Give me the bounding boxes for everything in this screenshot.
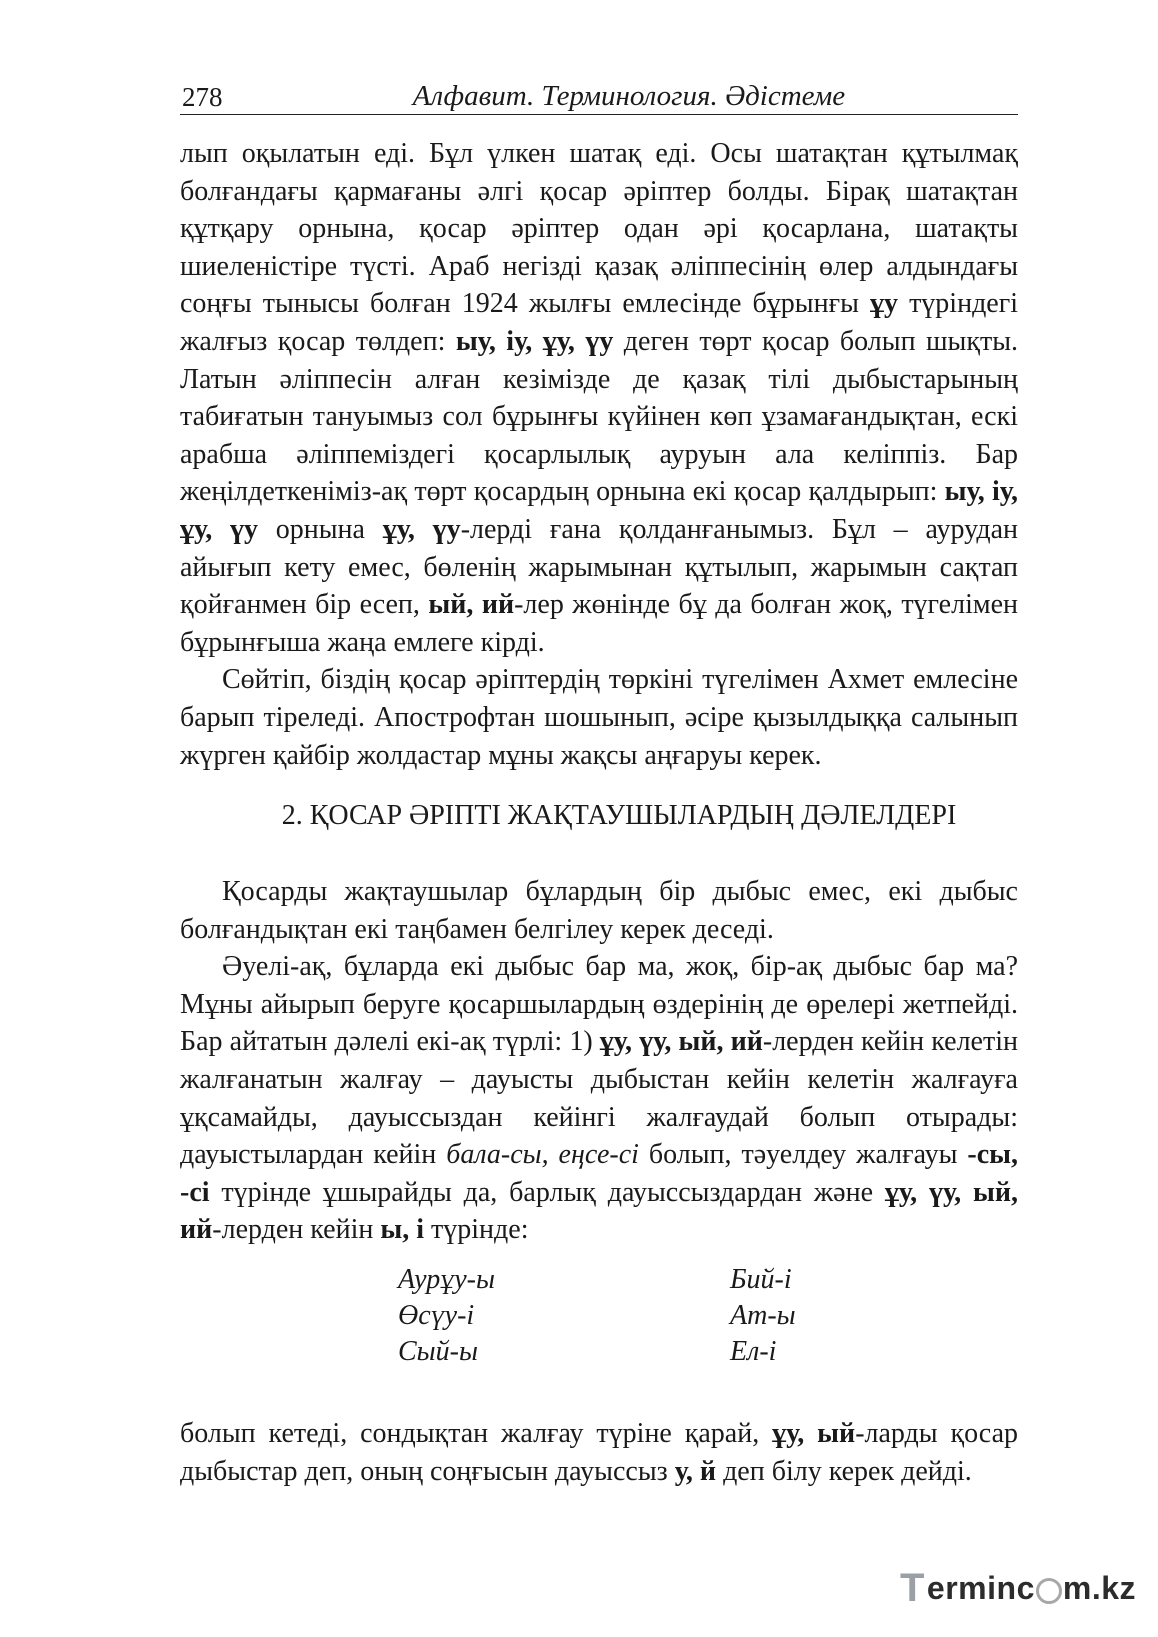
example-row	[398, 1334, 918, 1370]
example-right: Бий-і	[730, 1264, 792, 1295]
text-run: түріндегі жалғыз қосар төлдеп:	[180, 288, 1019, 357]
paragraph-5	[180, 1415, 1018, 1490]
text-run: -лер жөнінде бұ да болған жоқ, түгелімен бұрынғыша жаңа емлеге кірді.	[180, 589, 1018, 658]
paragraph-2: Сөйтіп, біздің қосар әріптердің төркіні түгелімен Ахмет емлесіне барып тіреледі. Апострофтан шошынып, әсіре қызылдыққа салынып жүрген қайбір жолдастар мұны жақсы аңғаруы керек.	[180, 664, 1018, 771]
bold-term: ый, ий	[428, 589, 515, 621]
watermark-logo-letter: T	[899, 1566, 925, 1610]
paragraph-3: Қосарды жақтаушылар бұлардың бір дыбыс емес, екі дыбыс болғандықтан екі таңбамен белгілеу керек деседі.	[180, 876, 1018, 945]
body-text-lower	[180, 1415, 1018, 1490]
bold-term: ыу, іу, ұу, үу	[180, 476, 1018, 545]
text-run: лып оқылатын еді. Бұл үлкен шатақ еді. Осы шатақтан құтылмақ болғандағы қармағаны әлгі қосар әріптер болды. Бірақ шатақтан құтқару орнына, қосар әріптер одан әрі қосарлана, шатақты шиеленістіре түсті. Араб негізді қазақ әліппесінің өлер алдындағы соңғы тынысы болған 1924 жылғы емлесінде бұрынғы	[180, 138, 1018, 320]
text-run: деп білу керек дейді.	[716, 1455, 972, 1487]
paragraph-1	[180, 135, 1018, 661]
bold-term: ұу	[869, 288, 898, 320]
text-run: түрінде ұшырайды да, барлық дауыссыздардан және	[209, 1176, 885, 1208]
text-run: -лерді ғана қолданғанымыз. Бұл – аурудан айығып кету емес, бөленің жарымынан құтылып, жарымын сақтап қойғанмен бір есеп,	[180, 513, 1018, 621]
bold-term: ұу, үу, ый, ий	[599, 1026, 763, 1058]
running-title: Алфавит. Терминология. Әдістеме	[412, 80, 846, 112]
body-text-middle	[180, 873, 1018, 1249]
section-heading: 2. ҚОСАР ӘРІПТІ ЖАҚТАУШЫЛАРДЫҢ ДӘЛЕЛДЕРІ	[281, 800, 957, 831]
example-right: Ат-ы	[730, 1300, 796, 1331]
text-run: деген төрт қосар болып шықты. Латын әліппесін алған кезімізде де қазақ тілі дыбыстарының табиғатын тануымыз сол бұрынғы күйінен көп ұзамағандықтан, ескі арабша әліппеміздегі қосарлылық ауруын ала келіппіз. Бар жеңілдеткеніміз-ақ төрт қосардың орнына екі қосар қалдырып:	[180, 325, 1019, 508]
watermark-text-domain: m.kz	[1062, 1570, 1136, 1606]
bold-term: у, й	[674, 1455, 717, 1487]
body-text-upper	[180, 135, 1018, 774]
example-right: Ел-і	[730, 1336, 777, 1367]
bold-term: ұу, үу	[382, 513, 461, 545]
bold-term: -сы, -сі	[180, 1139, 1019, 1208]
text-run: түрінде:	[424, 1214, 529, 1246]
watermark-ring-icon	[1036, 1578, 1062, 1604]
bold-term: ұу, ый	[772, 1418, 856, 1449]
text-run: -лерден кейін келетін жалғанатын жалғау – дауысты дыбыстан кейін келетін жалғауға ұқсамайды, дауыссыздан кейінгі жалғаудай болып отырады: дауыстылардан кейін	[180, 1026, 1018, 1171]
text-run: орнына	[257, 513, 383, 545]
site-watermark	[900, 1566, 1136, 1611]
text-run: болып, тәуелдеу жалғауы	[638, 1139, 968, 1171]
example-list	[398, 1262, 918, 1370]
text-run: Әуелі-ақ, бұларда екі дыбыс бар ма, жоқ, бір-ақ дыбыс бар ма? Мұны айырып беруге қосаршылардың өздерінің де өрелері жетпейді. Бар айтатын дәлелі екі-ақ түрлі: 1)	[180, 951, 1018, 1058]
example-left: Өсүу-і	[398, 1300, 475, 1331]
page-number: 278	[182, 82, 223, 112]
italic-example: бала-сы, еңсе-сі	[446, 1139, 639, 1171]
example-row	[398, 1298, 918, 1334]
page-header	[180, 78, 1018, 115]
bold-term: ыу, іу, ұу, үу	[455, 325, 614, 357]
paragraph-4	[180, 948, 1018, 1249]
example-row	[398, 1262, 918, 1298]
text-run: -лерден кейін	[212, 1214, 381, 1246]
bold-term: ы, і	[380, 1214, 425, 1246]
bold-term: ұу, үу, ый, ий	[180, 1176, 1019, 1246]
text-run: -ларды қосар дыбыстар деп, оның соңғысын дауыссыз	[180, 1418, 1018, 1487]
watermark-text-part: erminc	[926, 1570, 1035, 1606]
example-left: Сый-ы	[398, 1336, 478, 1367]
text-run: болып кетеді, сондықтан жалғау түріне қарай,	[180, 1418, 773, 1449]
example-left: Аурұу-ы	[398, 1264, 495, 1295]
